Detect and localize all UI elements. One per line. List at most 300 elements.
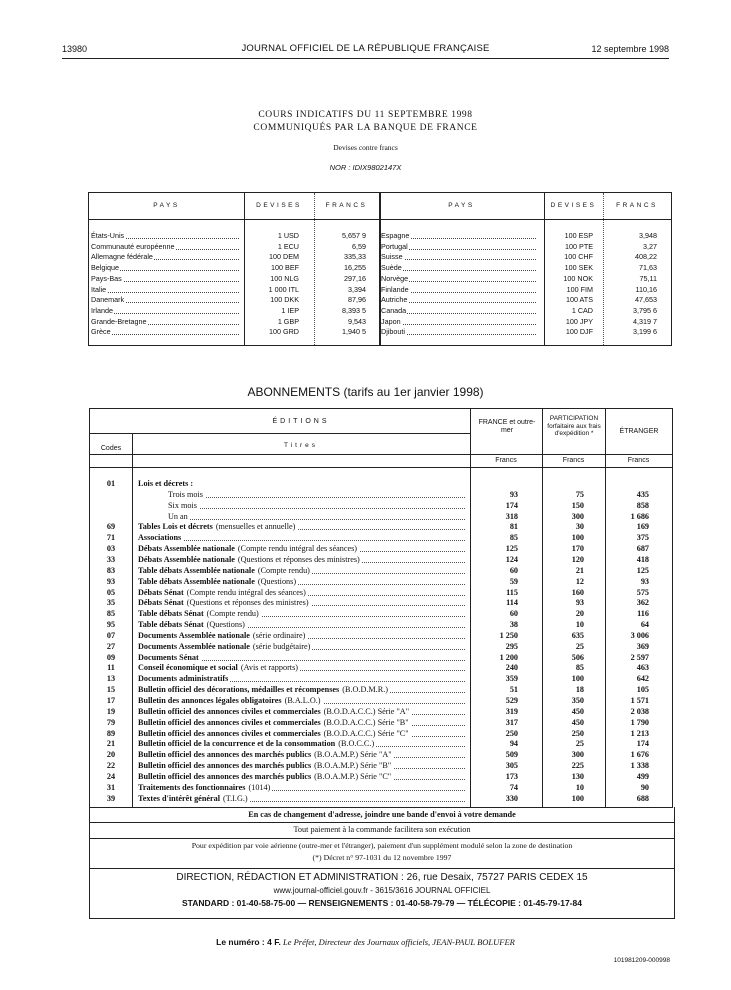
price-etranger: 1 676 [630, 750, 649, 760]
edition-code: 07 [106, 630, 116, 640]
col-france: FRANCE et outre-mer [478, 419, 536, 434]
price-etranger: 435 [636, 489, 649, 499]
edition-title [138, 739, 376, 750]
subscription-row [90, 620, 672, 631]
col-francs-left: FRANCS [325, 202, 368, 209]
price-etranger: 463 [636, 663, 649, 673]
dot-leader [168, 512, 465, 520]
edition-title-main: Conseil économique et social [138, 663, 238, 673]
currency-code: 100 ATS [565, 295, 593, 305]
rate-francs: 408,22 [635, 252, 657, 262]
edition-title [138, 783, 272, 794]
edition-code: 11 [107, 663, 115, 673]
price-etranger: 1 213 [630, 728, 649, 738]
subscription-row [90, 772, 672, 783]
subscription-row [90, 555, 672, 566]
edition-title [138, 609, 261, 620]
journal-title: JOURNAL OFFICIEL DE LA RÉPUBLIQUE FRANÇAISE [241, 43, 490, 54]
currency-code: 100 CHF [564, 252, 593, 262]
country-name: Autriche [381, 295, 408, 305]
edition-title-detail: (B.O.C.C.) [338, 739, 375, 749]
edition-title-main: Documents Sénat [138, 652, 199, 662]
price-participation: 350 [571, 696, 584, 705]
rate-francs: 9,543 [348, 316, 366, 326]
edition-title-main: Bulletin officiel des annonces des marchés publics [138, 750, 312, 760]
edition-title [138, 533, 183, 544]
country-name: États-Unis [91, 231, 125, 240]
country-name: Suède [381, 263, 402, 273]
edition-title-detail: (B.O.D.A.C.C.) Série "C" [323, 728, 409, 738]
edition-title-detail: (Questions et réponses des ministres) [237, 554, 360, 564]
price-etranger: 1 686 [630, 511, 649, 521]
edition-code: 79 [106, 717, 116, 727]
price-etranger: 116 [637, 609, 649, 619]
price-etranger: 2 597 [630, 652, 649, 662]
subscription-row [90, 566, 672, 577]
price-france: 1 250 [499, 630, 518, 640]
subscription-row [90, 739, 672, 750]
edition-title [138, 718, 411, 729]
currency-row-left [91, 327, 376, 337]
price-participation: 30 [575, 522, 584, 532]
price-france: 1 200 [499, 652, 518, 662]
price-france: 295 [505, 641, 518, 651]
edition-code: 83 [106, 565, 116, 575]
col-participation: PARTICIPATION forfaitaire aux frais d'expédition * [547, 415, 601, 437]
price-participation: 170 [571, 544, 584, 554]
rate-francs: 5,657 9 [342, 231, 366, 240]
edition-title-detail: (série budgétaire) [252, 641, 311, 651]
currency-row-right [381, 274, 667, 284]
price-participation: 160 [571, 587, 584, 597]
nor-reference: NOR : IDIX9802147X [329, 163, 402, 172]
subscription-row [90, 750, 672, 761]
price-participation: 85 [575, 663, 584, 673]
price-etranger: 169 [636, 522, 649, 532]
currency-code: 1 GBP [277, 316, 299, 326]
edition-title [138, 522, 297, 533]
price-participation: 18 [575, 685, 584, 695]
edition-title-detail: (B.O.A.M.P.) Série "C" [314, 771, 392, 781]
dot-leader [91, 285, 239, 293]
price-france: 74 [509, 782, 518, 792]
country-name: Grèce [91, 327, 111, 337]
price-etranger: 362 [636, 598, 649, 608]
edition-code: 13 [106, 674, 116, 684]
subscription-row [90, 577, 672, 588]
edition-title-main: Trois mois [168, 489, 203, 499]
currency-row-right [381, 242, 667, 252]
edition-title-detail: (Questions) [206, 620, 245, 630]
edition-title-main: Tables Lois et décrets [138, 522, 213, 532]
edition-title-main: Bulletin officiel des annonces des marchés publics [138, 761, 312, 771]
price-france: 114 [506, 598, 518, 608]
website: www.journal-officiel.gouv.fr - 3615/3616 JOURNAL OFFICIEL [273, 886, 491, 895]
edition-title [168, 512, 190, 523]
edition-title-detail: (T.I.G.) [223, 793, 248, 803]
edition-code: 85 [106, 609, 116, 619]
subscription-row [90, 707, 672, 718]
price-etranger: 93 [640, 576, 649, 586]
subscription-row [90, 729, 672, 740]
edition-title-detail: (Avis et rapports) [240, 663, 298, 673]
price-participation: 250 [571, 728, 584, 738]
edition-title-main: Bulletin des annonces légales obligatoires [138, 696, 282, 705]
currency-subtitle: Devises contre francs [333, 143, 398, 152]
edition-title-detail: (Compte rendu intégral des séances) [186, 587, 306, 597]
edition-title-main: Un an [168, 511, 188, 521]
edition-code: 93 [106, 576, 116, 586]
price-etranger: 375 [636, 533, 649, 543]
edition-code: 27 [106, 641, 116, 651]
currency-code: 100 NOK [563, 273, 593, 283]
subscription-row [90, 544, 672, 555]
edition-title [138, 631, 307, 642]
edition-code: 01 [106, 479, 116, 488]
subscription-row [90, 794, 672, 805]
subscription-row [90, 501, 672, 512]
edition-title [138, 555, 362, 566]
subscription-row [90, 653, 672, 664]
edition-title-main: Table débats Assemblée nationale [138, 576, 255, 586]
edition-code: 35 [106, 598, 116, 608]
rate-francs: 8,393 5 [342, 305, 366, 315]
price-participation: 120 [571, 554, 584, 564]
edition-code: 09 [106, 652, 116, 662]
currency-code: 100 JPY [565, 316, 593, 326]
edition-title [138, 577, 298, 588]
currency-code: 1 ECU [277, 241, 299, 251]
note-air-line2: (*) Décret n° 97-1031 du 12 novembre 1997 [312, 853, 452, 862]
price-etranger: 2 038 [630, 706, 649, 716]
edition-title-detail: (B.O.D.A.C.C.) Série "B" [323, 717, 409, 727]
edition-code: 22 [106, 761, 116, 771]
price-participation: 12 [575, 576, 584, 586]
price-participation: 100 [571, 533, 584, 543]
edition-title-main: Table débats Sénat [138, 609, 204, 619]
edition-title-main: Débats Sénat [138, 598, 184, 608]
price-etranger: 499 [636, 771, 649, 781]
country-name: Portugal [381, 241, 408, 251]
price-etranger: 125 [636, 565, 649, 575]
subscription-row [90, 512, 672, 523]
note-air [89, 838, 675, 869]
col-devises-left: DEVISES [256, 202, 302, 209]
edition-title-detail: (Questions) [257, 576, 297, 586]
currency-row-right [381, 306, 667, 316]
price-etranger: 3 006 [630, 630, 649, 640]
price-france: 509 [505, 750, 518, 760]
col-editions: ÉDITIONS [272, 418, 330, 425]
edition-title-main: Textes d'intérêt général [138, 793, 221, 803]
price-france: 319 [505, 706, 518, 716]
edition-code: 21 [106, 739, 116, 749]
edition-title-detail: (mensuelles et annuelle) [215, 522, 296, 532]
dot-leader [381, 317, 536, 325]
subscription-row [90, 631, 672, 642]
currency-code: 100 SEK [564, 263, 593, 273]
edition-code: 31 [106, 782, 116, 792]
edition-title-detail: (B.O.A.M.P.) Série "B" [314, 761, 392, 771]
currency-row-left [91, 317, 376, 327]
edition-title-main: Table débats Assemblée nationale [138, 565, 255, 575]
direction-box [89, 868, 675, 919]
price-participation: 450 [571, 717, 584, 727]
price-participation: 225 [571, 761, 584, 771]
dot-leader [168, 490, 465, 498]
price-etranger: 858 [636, 500, 649, 510]
currency-row-left [91, 231, 376, 241]
price-etranger: 642 [636, 674, 649, 684]
edition-title [138, 794, 250, 805]
price-france: 317 [505, 717, 518, 727]
subscription-row [90, 663, 672, 674]
country-name: Grande-Bretagne [91, 316, 147, 326]
currency-title-2: COMMUNIQUÉS PAR LA BANQUE DE FRANCE [253, 123, 478, 133]
dot-leader [381, 263, 536, 271]
edition-title [138, 479, 195, 490]
rate-francs: 110,16 [635, 284, 657, 294]
rate-francs: 3,948 [639, 231, 657, 240]
dot-leader [381, 252, 536, 260]
director-signature: Le Préfet, Directeur des Journaux officiels, JEAN-PAUL BOLUFER [282, 937, 515, 947]
edition-title-main: Débats Sénat [138, 587, 184, 597]
edition-code: 19 [106, 706, 116, 716]
currency-row-right [381, 295, 667, 305]
edition-title-main: Lois et décrets : [138, 479, 194, 488]
edition-code: 17 [106, 696, 116, 705]
currency-code: 100 DEM [269, 252, 299, 262]
edition-title-main: Bulletin officiel des annonces civiles et commerciales [138, 728, 321, 738]
price-france: 330 [505, 793, 518, 803]
page-number: 13980 [62, 44, 88, 54]
edition-title-detail: (Compte rendu intégral des séances) [237, 544, 358, 554]
edition-title [138, 685, 390, 696]
edition-title [138, 674, 230, 685]
edition-title-main: Table débats Sénat [138, 620, 204, 630]
currency-code: 100 FIM [566, 284, 593, 294]
country-name: Espagne [381, 231, 410, 240]
edition-title [138, 761, 393, 772]
issue-date: 12 septembre 1998 [591, 44, 669, 54]
direction-address: DIRECTION, RÉDACTION ET ADMINISTRATION : 26, rue Desaix, 75727 PARIS CEDEX 15 [176, 872, 588, 883]
edition-title-main: Bulletin officiel des annonces des marchés publics [138, 771, 312, 781]
edition-title-detail: (Questions et réponses des ministres) [186, 598, 309, 608]
price-participation: 300 [571, 511, 584, 521]
subscriptions-title: ABONNEMENTS (tarifs au 1er janvier 1998) [247, 385, 484, 399]
price-participation: 20 [575, 609, 584, 619]
currency-code: 1 USD [277, 231, 299, 240]
edition-title-main: Traitements des fonctionnaires [138, 782, 246, 792]
currency-row-right [381, 263, 667, 273]
price-france: 125 [505, 544, 518, 554]
price-france: 59 [509, 576, 518, 586]
footer-line [0, 937, 731, 947]
country-name: Finlande [381, 284, 409, 294]
country-name: Allemagne fédérale [91, 252, 153, 262]
rate-francs: 3,795 6 [633, 305, 657, 315]
subscription-row [90, 718, 672, 729]
rate-francs: 71,63 [639, 263, 657, 273]
price-etranger: 688 [636, 793, 649, 803]
country-name: Belgique [91, 263, 119, 273]
col-francs-right: FRANCS [616, 202, 658, 209]
dot-leader [138, 533, 465, 541]
subscription-row [90, 761, 672, 772]
col-pays-right: PAYS [448, 202, 475, 209]
price-participation: 130 [571, 771, 584, 781]
price-etranger: 174 [636, 739, 649, 749]
price-france: 81 [509, 522, 518, 532]
edition-title-detail: (B.O.D.A.C.C.) Série "A" [323, 706, 410, 716]
price-participation: 93 [575, 598, 584, 608]
currency-row-left [91, 285, 376, 295]
price-etranger: 90 [640, 782, 649, 792]
price-etranger: 687 [636, 544, 649, 554]
currency-table [88, 192, 672, 346]
currency-row-right [381, 252, 667, 262]
country-name: Canada [381, 305, 407, 315]
subscription-row [90, 674, 672, 685]
edition-title-detail: (série ordinaire) [252, 630, 306, 640]
edition-code: 15 [106, 685, 116, 695]
price-france: 38 [509, 620, 518, 630]
edition-title-main: Documents Assemblée nationale [138, 630, 250, 640]
edition-title [138, 588, 308, 599]
unit-france: Francs [495, 457, 517, 464]
price-etranger: 105 [636, 685, 649, 695]
note-address: En cas de changement d'adresse, joindre une bande d'envoi à votre demande [89, 807, 675, 823]
country-name: Norvège [381, 273, 409, 283]
edition-code: 05 [106, 587, 116, 597]
price-etranger: 575 [636, 587, 649, 597]
edition-title [138, 642, 312, 653]
country-name: Italie [91, 284, 107, 294]
currency-title-1: COURS INDICATIFS DU 11 SEPTEMBRE 1998 [258, 110, 473, 120]
price-france: 240 [505, 663, 518, 673]
price-etranger: 1 338 [630, 761, 649, 771]
rate-francs: 297,16 [344, 273, 366, 283]
document-reference: 101981209-000998 [613, 957, 670, 964]
edition-title [138, 707, 411, 718]
edition-title-main: Documents administratifs [138, 674, 229, 684]
edition-title-main: Débats Assemblée nationale [138, 544, 235, 554]
price-france: 174 [505, 500, 518, 510]
currency-code: 100 ESP [564, 231, 593, 240]
edition-title [138, 750, 394, 761]
price-participation: 150 [571, 500, 584, 510]
rate-francs: 1,940 5 [342, 327, 366, 337]
edition-code: 24 [106, 771, 116, 781]
issue-price: Le numéro : 4 F. [216, 937, 281, 947]
rate-francs: 16,255 [344, 263, 366, 273]
edition-title-main: Bulletin officiel des annonces civiles et commerciales [138, 706, 321, 716]
price-participation: 506 [571, 652, 584, 662]
page-header [62, 42, 669, 59]
subscription-row [90, 533, 672, 544]
rate-francs: 4,319 7 [633, 316, 657, 326]
note-air-line1: Pour expédition par voie aérienne (outre-mer et l'étranger), paiement d'un supplément modulé selon la zone de destination [191, 841, 573, 850]
edition-title [138, 620, 247, 631]
currency-code: 100 DJF [565, 327, 593, 337]
currency-code: 1 CAD [571, 305, 593, 315]
rate-francs: 335,33 [344, 252, 366, 262]
price-france: 60 [509, 565, 518, 575]
edition-title-detail: (Compte rendu) [257, 565, 310, 575]
subscription-row [90, 783, 672, 794]
col-titres: Titres [283, 442, 318, 449]
edition-title-detail: (1014) [248, 782, 271, 792]
price-france: 94 [509, 739, 518, 749]
edition-title [138, 696, 323, 707]
price-france: 529 [505, 696, 518, 705]
rate-francs: 87,96 [348, 295, 366, 305]
country-name: Danemark [91, 295, 125, 305]
currency-row-left [91, 306, 376, 316]
country-name: Suisse [381, 252, 403, 262]
price-participation: 10 [575, 620, 584, 630]
currency-row-left [91, 242, 376, 252]
currency-row-right [381, 285, 667, 295]
price-france: 124 [505, 554, 518, 564]
price-participation: 75 [575, 489, 584, 499]
subscriptions-table [89, 408, 673, 808]
price-france: 250 [505, 728, 518, 738]
dot-leader [91, 327, 239, 335]
currency-code: 100 DKK [270, 295, 299, 305]
price-participation: 25 [575, 641, 584, 651]
edition-title [168, 501, 199, 512]
edition-title-detail: (Compte rendu) [206, 609, 259, 619]
subscription-row [90, 479, 672, 490]
subscription-row [90, 598, 672, 609]
subscription-row [90, 609, 672, 620]
subscription-row [90, 588, 672, 599]
currency-row-left [91, 263, 376, 273]
country-name: Djibouti [381, 327, 405, 337]
price-participation: 100 [571, 793, 584, 803]
edition-code: 89 [106, 728, 116, 738]
country-name: Japon [381, 316, 401, 326]
col-pays-left: PAYS [153, 202, 180, 209]
country-name: Pays-Bas [91, 273, 122, 283]
edition-code: 03 [106, 544, 116, 554]
edition-code: 39 [106, 793, 116, 803]
price-participation: 25 [575, 739, 584, 749]
subscription-row [90, 490, 672, 501]
rate-francs: 47,653 [635, 295, 657, 305]
rate-francs: 3,394 [348, 284, 366, 294]
currency-row-right [381, 317, 667, 327]
price-participation: 300 [571, 750, 584, 760]
edition-title-detail: (B.A.L.O.) [284, 696, 321, 705]
price-etranger: 1 790 [630, 717, 649, 727]
edition-title [138, 729, 411, 740]
subscription-row [90, 522, 672, 533]
edition-title-detail: (B.O.A.M.P.) Série "A" [314, 750, 392, 760]
country-name: Communauté européenne [91, 241, 175, 251]
edition-title [138, 772, 393, 783]
edition-title-main: Associations [138, 533, 182, 543]
price-etranger: 418 [636, 554, 649, 564]
price-etranger: 1 571 [630, 696, 649, 705]
price-etranger: 64 [640, 620, 649, 630]
edition-title-detail: (B.O.D.M.R.) [342, 685, 388, 695]
rate-francs: 75,11 [639, 273, 657, 283]
price-france: 51 [509, 685, 518, 695]
edition-title-main: Bulletin officiel des annonces civiles et commerciales [138, 717, 321, 727]
currency-row-left [91, 295, 376, 305]
